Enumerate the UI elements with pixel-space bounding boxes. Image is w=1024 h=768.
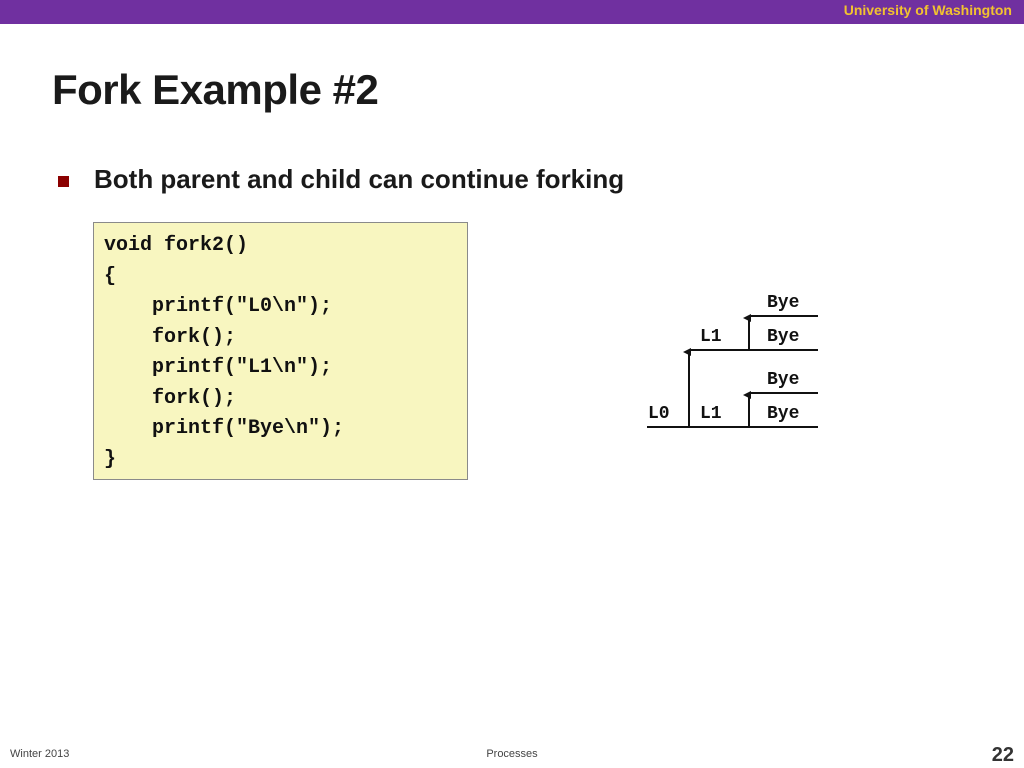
code-line: printf("Bye\n"); <box>104 417 345 440</box>
code-line: fork(); <box>104 325 237 349</box>
bullet-text: Both parent and child can continue forking <box>94 164 625 194</box>
label-bye: Bye <box>767 293 800 313</box>
header-bar <box>0 0 1024 24</box>
code-line: void fork2() <box>104 234 249 257</box>
page-number: 22 <box>991 744 1014 766</box>
footer-topic: Processes <box>486 748 538 760</box>
code-block <box>93 222 468 480</box>
university-name: University of Washington <box>843 2 1012 18</box>
code-line: fork(); <box>104 386 237 410</box>
square-bullet-icon <box>58 176 69 187</box>
label-bye: Bye <box>767 404 800 424</box>
label-bye: Bye <box>767 327 800 347</box>
code-line: printf("L0\n"); <box>104 295 333 318</box>
slide-title: Fork Example #2 <box>52 66 379 113</box>
label-bye: Bye <box>767 370 800 390</box>
code-line: printf("L1\n"); <box>104 356 333 379</box>
footer-term: Winter 2013 <box>10 748 70 760</box>
code-line: { <box>104 264 117 288</box>
label-l1-top: L1 <box>700 327 722 347</box>
code-line: } <box>104 447 117 471</box>
label-l1-bottom: L1 <box>700 404 722 424</box>
label-l0: L0 <box>648 404 670 424</box>
